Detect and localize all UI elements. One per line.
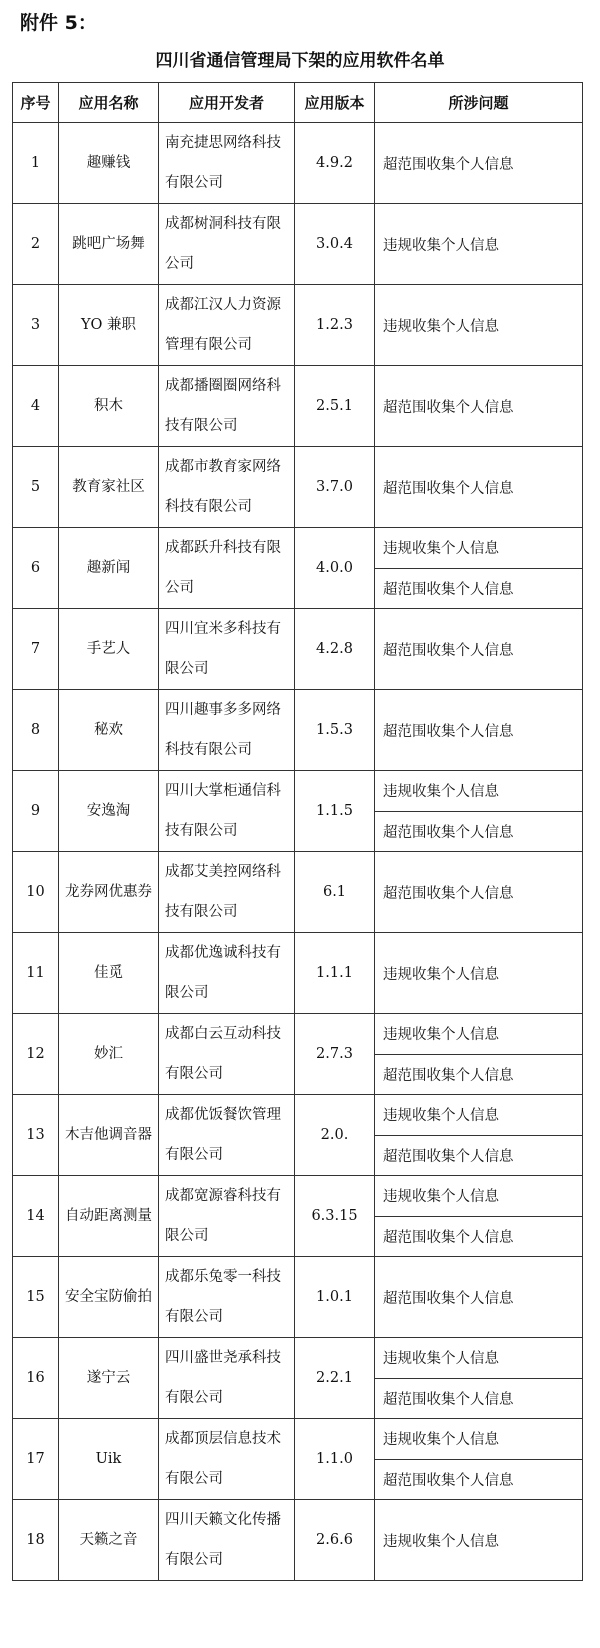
issue-text: 违规收集个人信息 (375, 1095, 583, 1136)
app-version: 4.0.0 (295, 528, 375, 609)
app-name: 龙券网优惠券 (59, 852, 159, 933)
issue-text: 超范围收集个人信息 (375, 609, 583, 690)
app-developer: 四川大掌柜通信科技有限公司 (159, 771, 295, 852)
app-version: 1.0.1 (295, 1257, 375, 1338)
row-number: 2 (13, 204, 59, 285)
app-developer: 成都播圈圈网络科技有限公司 (159, 366, 295, 447)
app-name: 遂宁云 (59, 1338, 159, 1419)
app-developer: 南充捷思网络科技有限公司 (159, 123, 295, 204)
table-header-row (13, 83, 583, 123)
table-row (13, 123, 583, 204)
table-row (13, 285, 583, 366)
app-name: Uik (59, 1419, 159, 1500)
row-number: 11 (13, 933, 59, 1014)
table-row (13, 690, 583, 771)
app-version: 6.3.15 (295, 1176, 375, 1257)
app-version: 1.5.3 (295, 690, 375, 771)
app-version: 4.2.8 (295, 609, 375, 690)
app-developer: 四川盛世尧承科技有限公司 (159, 1338, 295, 1419)
issue-text: 违规收集个人信息 (375, 1176, 583, 1217)
table-row (13, 1338, 583, 1379)
app-developer: 成都艾美控网络科技有限公司 (159, 852, 295, 933)
row-number: 14 (13, 1176, 59, 1257)
table-row (13, 609, 583, 690)
issue-text: 违规收集个人信息 (375, 285, 583, 366)
issue-text: 超范围收集个人信息 (375, 1054, 583, 1095)
app-name: 跳吧广场舞 (59, 204, 159, 285)
issue-text: 违规收集个人信息 (375, 1419, 583, 1460)
issue-text: 超范围收集个人信息 (375, 852, 583, 933)
app-developer: 四川宜米多科技有限公司 (159, 609, 295, 690)
table-row (13, 933, 583, 1014)
row-number: 7 (13, 609, 59, 690)
app-version: 2.5.1 (295, 366, 375, 447)
app-name: 手艺人 (59, 609, 159, 690)
app-developer: 成都跃升科技有限公司 (159, 528, 295, 609)
row-number: 6 (13, 528, 59, 609)
row-number: 12 (13, 1014, 59, 1095)
row-number: 18 (13, 1500, 59, 1581)
app-name: 妙汇 (59, 1014, 159, 1095)
table-row (13, 771, 583, 812)
app-version: 1.1.0 (295, 1419, 375, 1500)
app-developer: 四川趣事多多网络科技有限公司 (159, 690, 295, 771)
app-developer: 成都优逸诚科技有限公司 (159, 933, 295, 1014)
issue-text: 违规收集个人信息 (375, 933, 583, 1014)
app-developer: 成都优饭餐饮管理有限公司 (159, 1095, 295, 1176)
app-developer: 成都顶层信息技术有限公司 (159, 1419, 295, 1500)
app-version: 6.1 (295, 852, 375, 933)
row-number: 3 (13, 285, 59, 366)
app-name: 安逸淘 (59, 771, 159, 852)
app-name: 木吉他调音器 (59, 1095, 159, 1176)
app-version: 3.7.0 (295, 447, 375, 528)
app-developer: 四川天籁文化传播有限公司 (159, 1500, 295, 1581)
table-row (13, 1176, 583, 1217)
app-version: 1.1.5 (295, 771, 375, 852)
issue-text: 超范围收集个人信息 (375, 1216, 583, 1257)
table-body (13, 123, 583, 1581)
app-version: 2.7.3 (295, 1014, 375, 1095)
document-title: 四川省通信管理局下架的应用软件名单 (155, 51, 445, 71)
issue-text: 违规收集个人信息 (375, 528, 583, 569)
issue-text: 违规收集个人信息 (375, 1014, 583, 1055)
header-version: 应用版本 (295, 83, 375, 123)
header-app-name: 应用名称 (59, 83, 159, 123)
header-issue: 所涉问题 (375, 83, 583, 123)
app-version: 1.2.3 (295, 285, 375, 366)
app-developer: 成都市教育家网络科技有限公司 (159, 447, 295, 528)
issue-text: 超范围收集个人信息 (375, 366, 583, 447)
table-row (13, 852, 583, 933)
issue-text: 违规收集个人信息 (375, 1500, 583, 1581)
table-row (13, 1257, 583, 1338)
row-number: 15 (13, 1257, 59, 1338)
issue-text: 超范围收集个人信息 (375, 568, 583, 609)
table-row (13, 1014, 583, 1055)
app-name: 佳觅 (59, 933, 159, 1014)
row-number: 4 (13, 366, 59, 447)
issue-text: 违规收集个人信息 (375, 1338, 583, 1379)
app-developer: 成都乐兔零一科技有限公司 (159, 1257, 295, 1338)
row-number: 8 (13, 690, 59, 771)
app-developer: 成都江汉人力资源管理有限公司 (159, 285, 295, 366)
row-number: 10 (13, 852, 59, 933)
table-row (13, 1095, 583, 1136)
app-name: 安全宝防偷拍 (59, 1257, 159, 1338)
table-row (13, 447, 583, 528)
issue-text: 超范围收集个人信息 (375, 811, 583, 852)
app-version: 4.9.2 (295, 123, 375, 204)
app-version: 2.0. (295, 1095, 375, 1176)
issue-text: 超范围收集个人信息 (375, 1459, 583, 1500)
table-row (13, 204, 583, 285)
app-name: 自动距离测量 (59, 1176, 159, 1257)
app-name: 教育家社区 (59, 447, 159, 528)
row-number: 1 (13, 123, 59, 204)
issue-text: 违规收集个人信息 (375, 204, 583, 285)
app-name: 积木 (59, 366, 159, 447)
issue-text: 超范围收集个人信息 (375, 447, 583, 528)
attachment-label: 附件 5： (20, 12, 97, 34)
table-row (13, 366, 583, 447)
row-number: 5 (13, 447, 59, 528)
table-row (13, 1500, 583, 1581)
app-version: 2.2.1 (295, 1338, 375, 1419)
app-name: 趣赚钱 (59, 123, 159, 204)
app-version: 1.1.1 (295, 933, 375, 1014)
issue-text: 超范围收集个人信息 (375, 1135, 583, 1176)
app-name: 趣新闻 (59, 528, 159, 609)
table-row (13, 1419, 583, 1460)
app-name: 天籁之音 (59, 1500, 159, 1581)
app-developer: 成都白云互动科技有限公司 (159, 1014, 295, 1095)
issue-text: 超范围收集个人信息 (375, 123, 583, 204)
row-number: 17 (13, 1419, 59, 1500)
app-name: 秘欢 (59, 690, 159, 771)
row-number: 9 (13, 771, 59, 852)
row-number: 16 (13, 1338, 59, 1419)
header-developer: 应用开发者 (159, 83, 295, 123)
row-number: 13 (13, 1095, 59, 1176)
app-version: 3.0.4 (295, 204, 375, 285)
app-list-table (12, 82, 583, 1581)
app-developer: 成都树洞科技有限公司 (159, 204, 295, 285)
issue-text: 超范围收集个人信息 (375, 1257, 583, 1338)
table-row (13, 528, 583, 569)
issue-text: 超范围收集个人信息 (375, 1378, 583, 1419)
issue-text: 超范围收集个人信息 (375, 690, 583, 771)
app-developer: 成都宽源睿科技有限公司 (159, 1176, 295, 1257)
header-no: 序号 (13, 83, 59, 123)
issue-text: 违规收集个人信息 (375, 771, 583, 812)
app-version: 2.6.6 (295, 1500, 375, 1581)
app-name: YO 兼职 (59, 285, 159, 366)
